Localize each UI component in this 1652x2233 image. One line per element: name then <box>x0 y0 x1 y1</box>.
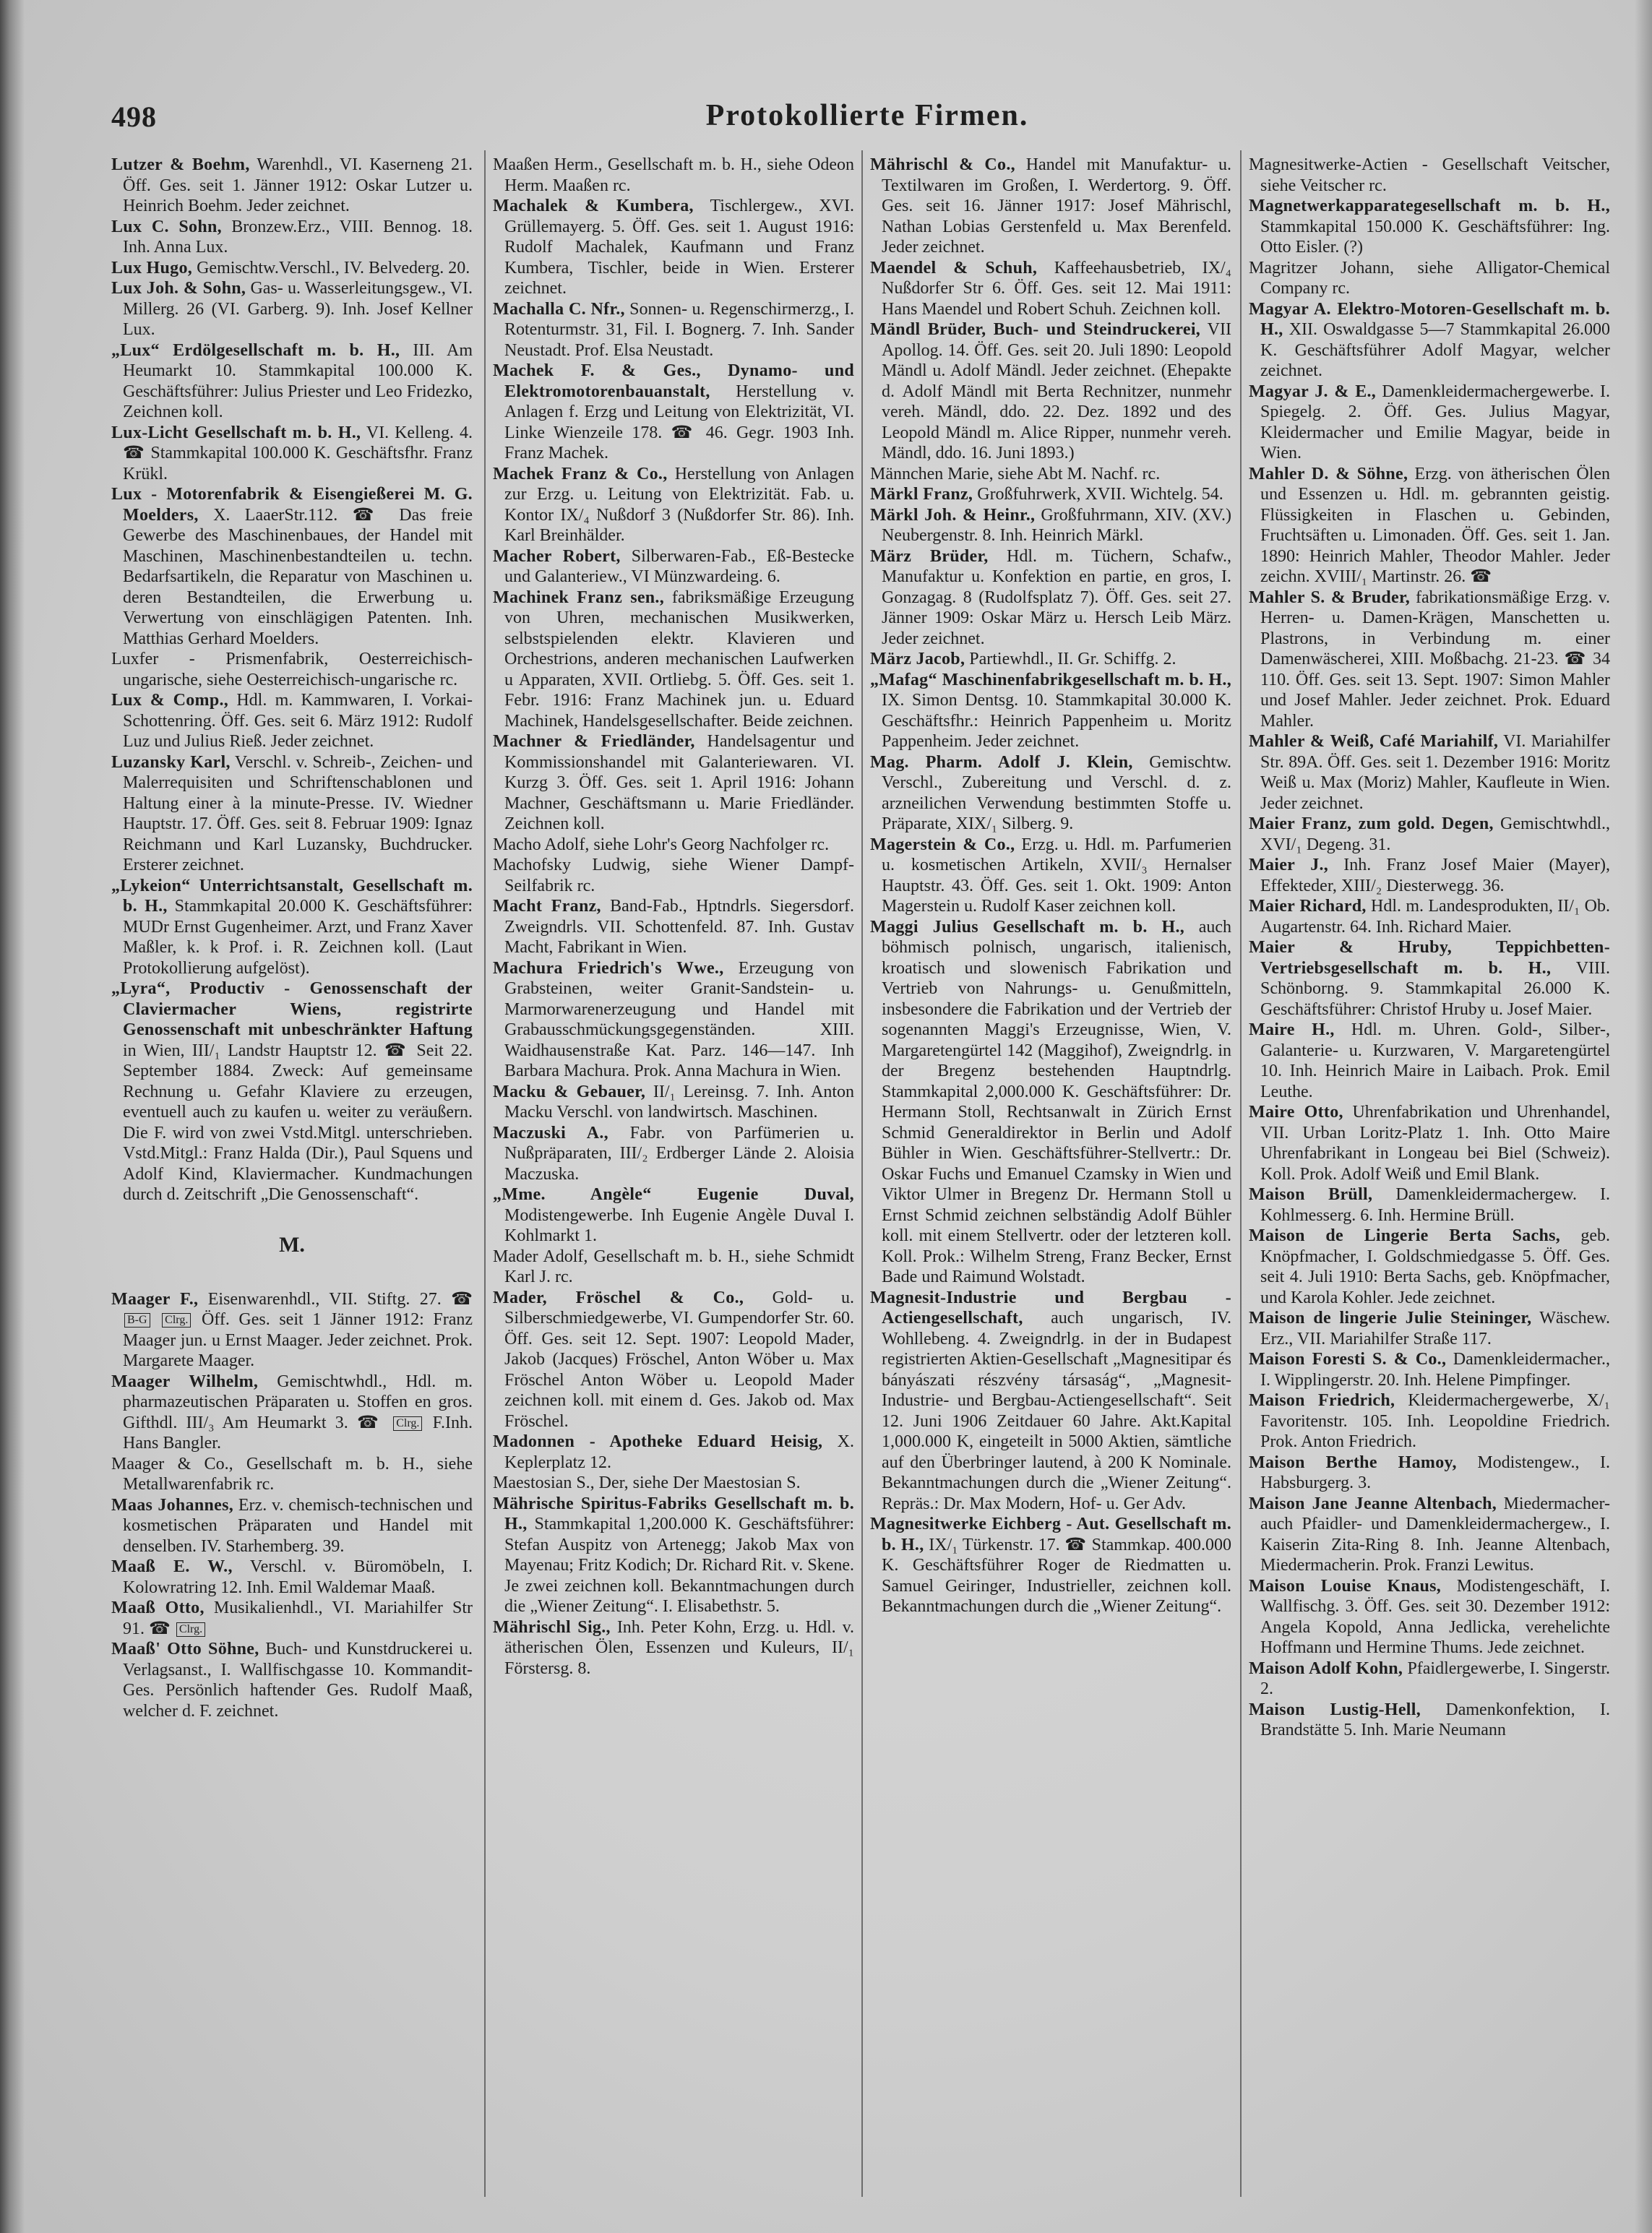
directory-entry <box>493 1432 854 1473</box>
directory-entry <box>111 752 473 876</box>
directory-entry <box>493 835 854 856</box>
directory-entry <box>111 978 473 1205</box>
entry-text: Gold- u. Silberschmiedgewerbe, VI. Gumpendorfer Str. 60. Öff. Ges. seit 12. Sept. 1907: Leopold Mader, Jakob (Jacques) Fröschel, Anton Wöber u. Max Fröschel Anton Wöber u. Leopold Mader zeichnen koll. mit einem d. Ges. Jakob od. Max Fröschel. <box>504 1288 854 1431</box>
entry-text: Gemischtw.Verschl., IV. Belvederg. 20. <box>197 258 470 277</box>
entry-text: Erzeugung von Grabsteinen, weiter Granit-Sandstein- u. Marmorwarenerzeugung und Handel mit Grabausschmückungsgegenständen. XIII. Waidhausenstraße Kat. Parz. 146—147. Inh Barbara Machura. Prok. Anna Machura in Wien. <box>504 958 854 1080</box>
entry-text: Großfuhrwerk, XVII. Wichtelg. 54. <box>977 485 1223 504</box>
entry-text: auch böhmisch polnisch, ungarisch, italienisch, kroatisch und slowenisch Fabrikation und Vertrieb von Nahrungs- u. Genußmitteln, insbesondere die Fabrikation und der Vertrieb der sogenannten Maggi's Erzeugnisse, Wien, V. Margaretengürtel 142 (Maggihof), Zweigndrlg. in der Bregenz bestehenden Hauptndrlg. Stammkapital 2,000.000 K. Geschäftsführer: Dr. Hermann Stoll, Rechtsanwalt in Zürich Ernst Schmid Generaldirektor in Berlin und Adolf Bühler in Wien. Geschäftsführer-Stellvertr.: Dr. Oskar Fuchs und Emanuel Czamsky in Wien und Viktor Ulmer in Bregenz Dr. Hermann Stoll u Ernst Schmid zeichnen selbständig Adolf Bühler koll. mit einem Stellvertr. oder der letzteren koll. Koll. Prok.: Wilhelm Streng, Franz Becker, Ernst Bade und Raimund Wolstadt. <box>882 917 1231 1286</box>
column-3 <box>870 155 1231 2207</box>
directory-entry <box>111 1598 473 1639</box>
directory-entry <box>1249 1184 1610 1226</box>
directory-entry <box>1249 855 1610 896</box>
entry-text: Silberwaren-Fab., Eß-Bestecke und Galanteriew., VI Münzwardeing. 6. <box>504 546 854 586</box>
directory-entry <box>493 464 854 546</box>
directory-entry <box>870 464 1231 485</box>
entry-text: Fabr. von Parfümerien u. Nußpräparaten, III/₂ Erdberger Lände 2. Aloisia Maczuska. <box>504 1123 854 1184</box>
entry-firm-name: Mändl Brüder, Buch- und Steindruckerei, <box>870 320 1201 339</box>
scan-edge-shadow-right <box>1635 0 1652 2233</box>
directory-entry <box>493 958 854 1082</box>
directory-entry <box>1249 1658 1610 1700</box>
directory-entry <box>111 217 473 258</box>
entry-text: Magritzer Johann, siehe Alligator-Chemical Company rc. <box>1249 258 1610 298</box>
entry-text-continued: Öff. Ges. seit 1 Jänner 1912: Franz Maager jun. u Ernst Maager. Jeder zeichnet. Prok. Margarete Maager. <box>123 1310 473 1370</box>
directory-entry <box>493 1288 854 1432</box>
directory-entry <box>493 1494 854 1617</box>
entry-firm-name: Lux - Motorenfabrik & Eisengießerei M. G. Moelders, <box>111 485 473 525</box>
entry-firm-name: Macher Robert, <box>493 546 621 566</box>
entry-text: Mader Adolf, Gesellschaft m. b. H., siehe Schmidt Karl J. rc. <box>493 1247 854 1286</box>
entry-firm-name: Maier Richard, <box>1249 897 1367 916</box>
column-rule <box>484 150 486 2197</box>
entry-text: Uhrenfabrikation und Uhrenhandel, VII. Urban Loritz-Platz 1. Inh. Otto Maire Uhrenfabrikant in Longeau bei Biel (Schweiz). Koll. Prok. Adolf Weiß und Emil Blank. <box>1260 1103 1610 1184</box>
entry-firm-name: Maier Franz, zum gold. Degen, <box>1249 814 1494 833</box>
entry-firm-name: Lux & Comp., <box>111 691 229 710</box>
entry-firm-name: Märkl Franz, <box>870 485 973 504</box>
scan-edge-shadow-left <box>0 0 25 2233</box>
directory-entry <box>870 649 1231 670</box>
column-rule <box>1240 150 1242 2197</box>
register-mark-badge: Clrg. <box>162 1313 191 1328</box>
directory-entry <box>1249 588 1610 732</box>
entry-firm-name: Luzansky Karl, <box>111 752 231 772</box>
directory-entry <box>1249 1226 1610 1308</box>
entry-firm-name: Maczuski A., <box>493 1123 608 1143</box>
directory-entry <box>111 1639 473 1721</box>
entry-firm-name: Maire H., <box>1249 1020 1335 1039</box>
entry-firm-name: „Lykeion“ Unterrichtsanstalt, Gesellschaft m. b. H., <box>111 876 473 916</box>
directory-entry <box>1249 1020 1610 1102</box>
entry-firm-name: Mag. Pharm. Adolf J. Klein, <box>870 752 1133 772</box>
entry-text: Tischlergew., XVI. Grüllemayerg. 5. Öff. Ges. seit 1. August 1916: Rudolf Machalek, Kaufmann und Franz Kumbera, Tischler, beide in Wien. Ersterer zeichnet. <box>504 197 854 298</box>
directory-entry <box>493 896 854 958</box>
entry-text: VII Apollog. 14. Öff. Ges. seit 20. Juli 1890: Leopold Mändl u. Adolf Mändl. Jeder zeichnet. (Ehepakte d. Adolf Mändl mit Berta Rechnitzer, nunmehr vereh. Mändl, ddo. 22. Dez. 1892 und des Leopold Mändl m. Alice Ripper, nunmehr vereh. Mändl, ddo. 16. Juni 1893.) <box>882 320 1231 462</box>
directory-entry <box>111 1557 473 1598</box>
directory-entry <box>111 876 473 979</box>
directory-entry <box>111 1372 473 1454</box>
entry-text: Wäschew. Erz., VII. Mariahilfer Straße 117. <box>1260 1309 1610 1348</box>
entry-text: geb. Knöpfmacher, I. Goldschmiedgasse 5. Öff. Ges. seit 4. Juli 1910: Berta Sachs, geb. Knöpfmacher, und Karola Kohler. Jede zeichnet. <box>1260 1226 1610 1307</box>
entry-text: Macho Adolf, siehe Lohr's Georg Nachfolger rc. <box>493 835 830 854</box>
entry-text: Modistengewerbe. Inh Eugenie Angèle Duval I. Kohlmarkt 1. <box>504 1205 854 1245</box>
directory-entry <box>1249 937 1610 1020</box>
column-rule <box>861 150 863 2197</box>
entry-text: X. Keplerplatz 12. <box>504 1432 854 1472</box>
entry-text: Erzg. von ätherischen Ölen und Essenzen u. Hdl. m. gebrannten geistig. Flüssigkeiten in Flaschen u. Gebinden, Fruchtsäften u. Limonaden. Öff. Ges. seit 1. Jan. 1890: Heinrich Mahler, Theodor Mahler. Jeder zeichn. XVIII/₁ Martinstr. 26. ☎ <box>1260 464 1610 586</box>
section-heading: M. <box>279 1232 305 1257</box>
directory-entry <box>493 855 854 896</box>
entry-firm-name: Maager Wilhelm, <box>111 1372 259 1391</box>
entry-firm-name: Maison Berthe Hamoy, <box>1249 1453 1457 1472</box>
directory-entry <box>870 917 1231 1288</box>
page-title: Protokollierte Firmen. <box>705 99 1029 132</box>
entry-firm-name: Maison Lustig-Hell, <box>1249 1700 1421 1719</box>
entry-firm-name: Maaß' Otto Söhne, <box>111 1640 259 1658</box>
directory-entry <box>870 1514 1231 1617</box>
entry-firm-name: Lutzer & Boehm, <box>111 155 250 174</box>
entry-text: Sonnen- u. Regenschirmerzg., I. Rotenturmstr. 31, Fil. I. Bognerg. 7. Inh. Sander Neustadt. Prof. Elsa Neustadt. <box>504 299 854 360</box>
entry-text: II/₁ Lereinsg. 7. Inh. Anton Macku Verschl. von landwirtsch. Maschinen. <box>504 1082 854 1122</box>
entry-text: IX/₁ Türkenstr. 17. ☎ Stammkap. 400.000 K. Geschäftsführer Roger de Riedmatten u. Samuel Geiringer, Industrieller, zeichnen koll. Bekanntmachungen durch die „Wiener Zeitung“. <box>882 1535 1231 1616</box>
entry-firm-name: Mahler S. & Bruder, <box>1249 588 1410 607</box>
directory-entry <box>493 196 854 299</box>
entry-firm-name: Machalek & Kumbera, <box>493 197 694 215</box>
entry-text: Erz. v. chemisch-technischen und kosmetischen Präparaten und Handel mit denselben. IV. Starhemberg. 39. <box>123 1495 473 1556</box>
directory-entry <box>870 258 1231 320</box>
entry-text: Machofsky Ludwig, siehe Wiener Dampf-Seilfabrik rc. <box>493 856 854 895</box>
entry-firm-name: Magyar A. Elektro-Motoren-Gesellschaft m. b. H., <box>1249 299 1610 339</box>
entry-firm-name: Märkl Joh. & Heinr., <box>870 505 1036 525</box>
entry-text: Damenkonfektion, I. Brandstätte 5. Inh. Marie Neumann <box>1260 1700 1610 1739</box>
entry-firm-name: „Lux“ Erdölgesellschaft m. b. H., <box>111 340 400 360</box>
entry-text: Damenkleidermacher., I. Wipplingerstr. 20. Inh. Helene Pimpfinger. <box>1260 1350 1610 1390</box>
entry-text: VI. Mariahilfer Str. 89A. Öff. Ges. seit 1. Dezember 1916: Moritz Weiß u. Max (Moriz) Mahler, Kaufleute in Wien. Jeder zeichnet. <box>1260 732 1610 813</box>
directory-entry <box>493 1247 854 1288</box>
entry-text: auch ungarisch, IV. Wohllebeng. 4. Zweigndrlg. in der in Budapest registrierten Aktien-Gesellschaft „Magnesitipar és bányászati részvény társaság“, „Magnesit-Industrie- und Bergbau-Actiengesellschaft“. Seit 12. Juni 1906 Zeitdauer 60 Jahre. Akt.Kapital 1,000.000 K, eingeteilt in 5000 Aktien, sämtliche auf den Überbringer lautend, à 200 K Nominale. Bekanntmachungen durch die „Wiener Zeitung“. Repräs.: Dr. Max Modern, Hof- u. Ger Adv. <box>882 1309 1231 1513</box>
entry-firm-name: Maggi Julius Gesellschaft m. b. H., <box>870 917 1185 937</box>
entry-text: Männchen Marie, siehe Abt M. Nachf. rc. <box>870 464 1161 483</box>
directory-entry <box>111 155 473 217</box>
entry-firm-name: Machura Friedrich's Wwe., <box>493 958 724 978</box>
directory-entry <box>493 731 854 835</box>
entry-text: XII. Oswaldgasse 5—7 Stammkapital 26.000 K. Geschäftsführer Adolf Magyar, welcher zeichnet. <box>1260 320 1610 380</box>
directory-entry <box>111 690 473 752</box>
directory-entry <box>493 1184 854 1247</box>
entry-text: fabrikationsmäßige Erzg. v. Herren- u. Damen-Krägen, Manschetten u. Plastrons, in Verbindung m. einer Damenwäscherei, XIII. Moßbachg. 21-23. ☎ 34 110. Öff. Ges. seit 13. Sept. 1907: Simon Mahler und Josef Mahler. Jeder zeichnet. Prok. Eduard Mahler. <box>1260 588 1610 731</box>
entry-text: Band-Fab., Hptndrls. Siegersdorf. Zweigndrls. VII. Schottenfeld. 87. Inh. Gustav Macht, Fabrikant in Wien. <box>504 897 854 957</box>
entry-firm-name: Maaß Otto, <box>111 1599 205 1617</box>
entry-firm-name: Machner & Friedländer, <box>493 732 695 751</box>
directory-entry <box>111 649 473 690</box>
entry-firm-name: Macku & Gebauer, <box>493 1082 646 1101</box>
directory-entry <box>1249 896 1610 937</box>
entry-text: Magnesitwerke-Actien - Gesellschaft Veitscher, siehe Veitscher rc. <box>1249 155 1610 195</box>
entry-text: VI. Kelleng. 4. ☎ Stammkapital 100.000 K. Geschäftsfhr. Franz Krükl. <box>123 423 473 483</box>
entry-firm-name: Machinek Franz sen., <box>493 588 665 607</box>
entry-text: Maaßen Herm., Gesellschaft m. b. H., siehe Odeon Herm. Maaßen rc. <box>493 155 854 195</box>
directory-entry <box>493 361 854 464</box>
entry-firm-name: Maison Adolf Kohn, <box>1249 1658 1403 1678</box>
register-mark-badge: Clrg. <box>393 1416 422 1431</box>
entry-firm-name: Lux-Licht Gesellschaft m. b. H., <box>111 423 361 442</box>
entry-firm-name: Magyar J. & E., <box>1249 382 1377 401</box>
entry-text: Bronzew.Erz., VIII. Bennog. 18. Inh. Anna Lux. <box>123 217 473 257</box>
entry-text: Luxfer - Prismenfabrik, Oesterreichisch-ungarische, siehe Oesterreichisch-ungarische rc. <box>111 650 473 689</box>
column-1 <box>111 155 473 2207</box>
entry-firm-name: Machek Franz & Co., <box>493 464 668 483</box>
entry-firm-name: „Lyra“, Productiv - Genossenschaft der Claviermacher Wiens, registrirte Genossenschaft mit unbeschränkter Haftung <box>111 979 473 1039</box>
directory-entry <box>870 319 1231 464</box>
register-mark-badge: B-G <box>124 1313 150 1328</box>
entry-text: Musikalienhdl., VI. Mariahilfer Str 91. ☎ <box>123 1599 473 1638</box>
entry-firm-name: Maas Johannes, <box>111 1495 234 1515</box>
entry-firm-name: Maaß E. W., <box>111 1557 233 1576</box>
directory-entry <box>870 505 1231 546</box>
entry-firm-name: Magnesitwerke Eichberg - Aut. Gesellschaft m. b. H., <box>870 1515 1231 1554</box>
entry-text: Kaffeehausbetrieb, IX/₄ Nußdorfer Str 6. Öff. Ges. seit 12. Mai 1911: Hans Maendel und Robert Schuh. Zeichnen koll. <box>882 258 1231 319</box>
page-number: 498 <box>111 100 157 133</box>
directory-entry <box>870 752 1231 835</box>
entry-text: Maager & Co., Gesellschaft m. b. H., siehe Metallwarenfabrik rc. <box>111 1454 473 1494</box>
entry-text: Gas- u. Wasserleitungsgew., VI. Millerg. 26 (VI. Garberg. 9). Inh. Josef Kellner Lux. <box>123 279 473 339</box>
entry-firm-name: Mader, Fröschel & Co., <box>493 1288 744 1307</box>
directory-entry <box>493 299 854 361</box>
entry-text: Kleidermachergewerbe, X/₁ Favoritenstr. 105. Inh. Leopoldine Friedrich. Prok. Anton Friedrich. <box>1260 1391 1610 1451</box>
entry-firm-name: Maison Jane Jeanne Altenbach, <box>1249 1494 1497 1513</box>
entry-text: Modistengeschäft, I. Wallfischg. 3. Öff. Ges. seit 30. Dezember 1912: Angela Kopold, Anna Jedlicka, verehelichte Hoffmann und Hermine Thums. Jede zeichnet. <box>1260 1576 1610 1657</box>
directory-entry <box>870 546 1231 650</box>
directory-entry <box>1249 1102 1610 1184</box>
entry-firm-name: Maier & Hruby, Teppichbetten-Vertriebsgesellschaft m. b. H., <box>1249 938 1610 978</box>
directory-entry <box>1249 155 1610 196</box>
directory-entry <box>870 484 1231 505</box>
entry-firm-name: Lux Hugo, <box>111 258 193 277</box>
entry-firm-name: Magnetwerkapparategesellschaft m. b. H., <box>1249 197 1610 215</box>
directory-entry <box>493 588 854 732</box>
entry-firm-name: Magnesit-Industrie und Bergbau - Actiengesellschaft, <box>870 1288 1231 1328</box>
directory-entry <box>1249 731 1610 814</box>
entry-firm-name: Magerstein & Co., <box>870 835 1015 854</box>
entry-text: Damenkleidermachergew. I. Kohlmesserg. 6. Inh. Hermine Brüll. <box>1260 1185 1610 1225</box>
entry-text: Maestosian S., Der, siehe Der Maestosian S. <box>493 1473 801 1492</box>
entry-text: fabriksmäßige Erzeugung von Uhren, mechanischen Musikwerken, selbstspielenden elektr. Klavieren und Orchestrions, anderen mechanischen Laufwerken u Apparaten, XVII. Ortliebg. 5. Öff. Ges. seit 1. Febr. 1916: Franz Machinek jun. u. Eduard Machinek, Handelsgesellschafter. Beide zeichnen. <box>504 588 854 731</box>
entry-firm-name: Machek F. & Ges., Dynamo- und Elektromotorenbauanstalt, <box>493 361 854 401</box>
entry-text: Modistengew., I. Habsburgerg. 3. <box>1260 1453 1610 1492</box>
directory-entry <box>111 423 473 485</box>
entry-text: Partiewhdl., II. Gr. Schiffg. 2. <box>969 650 1176 668</box>
entry-text: Stammkapital 1,200.000 K. Geschäftsführer: Stefan Auspitz von Artenegg; Jakob Max von Mayenau; Fritz Kodich; Dr. Richard Rit. v. Skene. Je zwei zeichnen koll. Bekanntmachungen durch die „Wiener Zeitung“. I. Elisabethstr. 5. <box>504 1515 854 1616</box>
directory-entry <box>1249 382 1610 464</box>
entry-text-continued: F.Inh. Hans Bangler. <box>123 1413 473 1453</box>
directory-entry <box>1249 196 1610 258</box>
directory-entry <box>111 484 473 649</box>
entry-firm-name: Lux Joh. & Sohn, <box>111 279 246 298</box>
directory-entry <box>1249 1494 1610 1576</box>
entry-text: Stammkapital 150.000 K. Geschäftsführer: Ing. Otto Eisler. (?) <box>1260 217 1610 257</box>
entry-text: Herstellung von Anlagen zur Erzg. u. Leitung von Elektrizität. Fab. u. Kontor IX/₄ Nußdorf 3 (Nußdorfer Str. 86). Inh. Karl Breinhälder. <box>504 464 854 545</box>
entry-text: Inh. Peter Kohn, Erzg. u. Hdl. v. ätherischen Ölen, Essenzen und Kuleurs, II/₁ Förstersg. 8. <box>504 1617 854 1678</box>
column-2 <box>493 155 854 2207</box>
directory-entry <box>870 155 1231 258</box>
directory-entry <box>493 546 854 588</box>
entry-text: Eisenwarenhdl., VII. Stiftg. 27. ☎ <box>207 1289 473 1309</box>
entry-text: Hdl. m. Kammwaren, I. Vorkai-Schottenring. Öff. Ges. seit 6. März 1912: Rudolf Luz und Julius Rieß. Jeder zeichnet. <box>123 691 473 751</box>
entry-firm-name: Maison Foresti S. & Co., <box>1249 1350 1447 1369</box>
directory-entry <box>1249 299 1610 382</box>
directory-entry <box>493 1123 854 1185</box>
entry-firm-name: Maison de lingerie Julie Steininger, <box>1249 1309 1532 1328</box>
directory-entry <box>111 278 473 340</box>
entry-firm-name: Mährischl & Co., <box>870 155 1015 174</box>
directory-entry <box>1249 1453 1610 1494</box>
entry-text: Miedermacher- auch Pfaidler- und Damenkleidermachergew., I. Kaiserin Zita-Ring 8. Inh. Jeanne Altenbach, Miedermacherin. Prok. Franzi Lewitus. <box>1260 1494 1610 1575</box>
entry-firm-name: Mährische Spiritus-Fabriks Gesellschaft m. b. H., <box>493 1494 854 1533</box>
directory-entry <box>1249 814 1610 855</box>
entry-firm-name: Macht Franz, <box>493 897 601 916</box>
entry-firm-name: Maison Louise Knaus, <box>1249 1576 1442 1596</box>
entry-text: Inh. Franz Josef Maier (Mayer), Effekteder, XIII/₂ Diesterwegg. 36. <box>1260 856 1610 895</box>
entry-text: Hdl. m. Uhren. Gold-, Silber-, Galanterie- u. Kurzwaren, V. Margaretengürtel 10. Inh. Heinrich Maire in Laibach. Prok. Emil Leuthe. <box>1260 1020 1610 1101</box>
entry-text: III. Am Heumarkt 10. Stammkapital 100.000 K. Geschäftsführer: Julius Priester und Leo Fridezko, Zeichnen koll. <box>123 340 473 421</box>
entry-firm-name: Maire Otto, <box>1249 1103 1343 1122</box>
directory-entry <box>493 1082 854 1123</box>
directory-entry <box>493 155 854 196</box>
entry-firm-name: Mahler D. & Söhne, <box>1249 464 1408 483</box>
entry-text: Pfaidlergewerbe, I. Singerstr. 2. <box>1260 1658 1610 1698</box>
directory-entry <box>493 1473 854 1494</box>
entry-text: Erzg. u. Hdl. m. Parfumerien u. kosmetischen Artikeln, XVII/₃ Hernalser Hauptstr. 43. Öff. Ges. seit 1. Okt. 1909: Anton Magerstein u. Rudolf Kaser zeichnen koll. <box>882 835 1231 916</box>
directory-entry <box>1249 258 1610 299</box>
entry-firm-name: Lux C. Sohn, <box>111 217 222 236</box>
entry-text: Damenkleidermachergewerbe. I. Spiegelg. 2. Öff. Ges. Julius Magyar, Kleidermacher und Emilie Magyar, beide in Wien. <box>1260 382 1610 462</box>
directory-entry <box>111 340 473 423</box>
entry-firm-name: Maison Friedrich, <box>1249 1391 1395 1410</box>
entry-firm-name: März Brüder, <box>870 546 989 566</box>
column-4 <box>1249 155 1610 2207</box>
entry-firm-name: Maager F., <box>111 1289 199 1309</box>
directory-entry <box>111 1289 473 1372</box>
entry-text: Handel mit Manufaktur- u. Textilwaren im Großen, I. Werdertorg. 9. Öff. Ges. seit 16. Jänner 1917: Josef Mährischl, Nathan Lobias Gerstenfeld u. Max Berenfeld. Jeder zeichnet. <box>882 155 1231 257</box>
entry-text: Gemischtwhdl., Hdl. m. pharmazeutischen Präparaten u. Stoffen en gros. Gifthdl. III/₃ Am Heumarkt 3. ☎ <box>123 1372 473 1432</box>
entry-firm-name: Machalla C. Nfr., <box>493 299 625 319</box>
entry-text: Verschl. v. Büromöbeln, I. Kolowratring 12. Inh. Emil Waldemar Maaß. <box>123 1557 473 1597</box>
directory-entry <box>493 1617 854 1679</box>
entry-text: Buch- und Kunstdruckerei u. Verlagsanst., I. Wallfischgasse 10. Kommandit-Ges. Persönlich haftender Ges. Rudolf Maaß, welcher d. F. zeichnet. <box>123 1640 473 1721</box>
directory-entry <box>870 835 1231 917</box>
entry-text: Herstellung v. Anlagen f. Erzg und Leitung von Elektrizität, VI. Linke Wienzeile 178. ☎ 46. Gegr. 1903 Inh. Franz Machek. <box>504 382 854 462</box>
entry-text: Gemischtw. Verschl., Zubereitung und Verschl. d. z. arzneilichen Verwendung bestimmten Stoffe u. Präparate, XIX/₁ Silberg. 9. <box>882 752 1231 833</box>
entry-text: Handelsagentur und Kommissionshandel mit Galanteriewaren. VI. Kurzg 3. Öff. Ges. seit 1. April 1916: Johann Machner, Geschäftsmann u. Marie Friedländer. Zeichnen koll. <box>504 732 854 833</box>
directory-entry <box>1249 1390 1610 1453</box>
directory-entry <box>111 1495 473 1557</box>
directory-entry <box>111 258 473 279</box>
entry-text: X. LaaerStr.112. ☎ Das freie Gewerbe des Maschinenbaues, der Handel mit Maschinen, Maschinenbestandteilen u. techn. Bedarfsartikeln, die Reparatur von Maschinen u. deren Bestandteilen, die Erwerbung u. Verwertung von einschlägigen Patenten. Inh. Matthias Gerhard Moelders. <box>123 505 473 648</box>
entry-firm-name: „Mafag“ Maschinenfabrikgesellschaft m. b. H., <box>870 670 1231 689</box>
entry-firm-name: Mährischl Sig., <box>493 1617 611 1637</box>
entry-firm-name: Maison de Lingerie Berta Sachs, <box>1249 1226 1561 1245</box>
entry-firm-name: Mahler & Weiß, Café Mariahilf, <box>1249 732 1499 751</box>
entry-text: VIII. Schönborng. 9. Stammkapital 26.000 K. Geschäftsführer: Christof Hruby u. Josef Maier. <box>1260 958 1610 1019</box>
directory-entry <box>111 1454 473 1495</box>
directory-entry <box>1249 1308 1610 1349</box>
register-mark-badge: Clrg. <box>176 1622 205 1637</box>
entry-text: in Wien, III/₁ Landstr Hauptstr 12. ☎ Seit 22. September 1884. Zweck: Auf gemeinsame Rechnung u. Gefahr Klaviere zu erzeugen, eventuell auch zu kaufen u. weiter zu veräußern. Die F. wird von zwei Vstd.Mitgl. unterschrieben. Vstd.Mitgl.: Franz Halda (Dir.), Paul Squens und Adolf Kind, Klaviermacher. Kundmachungen durch d. Zeitschrift „Die Genossenschaft“. <box>123 1041 473 1204</box>
directory-entry <box>870 670 1231 752</box>
entry-text: Stammkapital 20.000 K. Geschäftsführer: MUDr Ernst Gugenheimer. Arzt, und Franz Xaver Maßler, k. k Prof. i. R. Zeichnen koll. (Laut Protokollierung aufgelöst). <box>123 897 473 978</box>
entry-firm-name: Maier J., <box>1249 856 1329 874</box>
entry-firm-name: „Mme. Angèle“ Eugenie Duval, <box>493 1185 854 1204</box>
entry-text: Verschl. v. Schreib-, Zeichen- und Malerrequisiten und Schriftenschablonen und Haltung einer à la minute-Presse. IV. Wiedner Hauptstr. 17. Öff. Ges. seit 8. Februar 1909: Ignaz Reichmann und Karl Luzansky, Buchdrucker. Ersterer zeichnet. <box>123 752 473 874</box>
entry-text: IX. Simon Dentsg. 10. Stammkapital 30.000 K. Geschäftsfhr.: Heinrich Pappenheim u. Moritz Pappenheim. Jeder zeichnet. <box>882 691 1231 751</box>
directory-entry <box>1249 1576 1610 1658</box>
entry-firm-name: Madonnen - Apotheke Eduard Heisig, <box>493 1432 823 1451</box>
entry-text: Hdl. m. Landesprodukten, II/₁ Ob. Augartenstr. 64. Inh. Richard Maier. <box>1260 897 1610 937</box>
entry-text: Gemischtwhdl., XVI/₁ Degeng. 31. <box>1260 814 1610 854</box>
entry-text: Warenhdl., VI. Kaserneng 21. Öff. Ges. seit 1. Jänner 1912: Oskar Lutzer u. Heinrich Boehm. Jeder zeichnet. <box>123 155 473 215</box>
entry-firm-name: März Jacob, <box>870 650 965 668</box>
directory-entry <box>1249 1700 1610 1741</box>
entry-text: Großfuhrmann, XIV. (XV.) Neubergenstr. 8. Inh. Heinrich Märkl. <box>882 505 1231 545</box>
directory-entry <box>1249 1349 1610 1390</box>
directory-entry <box>870 1288 1231 1515</box>
directory-entry <box>1249 464 1610 588</box>
entry-firm-name: Maison Brüll, <box>1249 1185 1373 1204</box>
entry-firm-name: Maendel & Schuh, <box>870 258 1038 277</box>
entry-text: Hdl. m. Tüchern, Schafw., Manufaktur u. Konfektion en partie, en gros, I. Gonzagag. 8 (Rudolfsplatz 7). Öff. Ges. seit 27. Jänner 1909: Oskar März u. Hersch Leib März. Jeder zeichnet. <box>882 546 1231 648</box>
